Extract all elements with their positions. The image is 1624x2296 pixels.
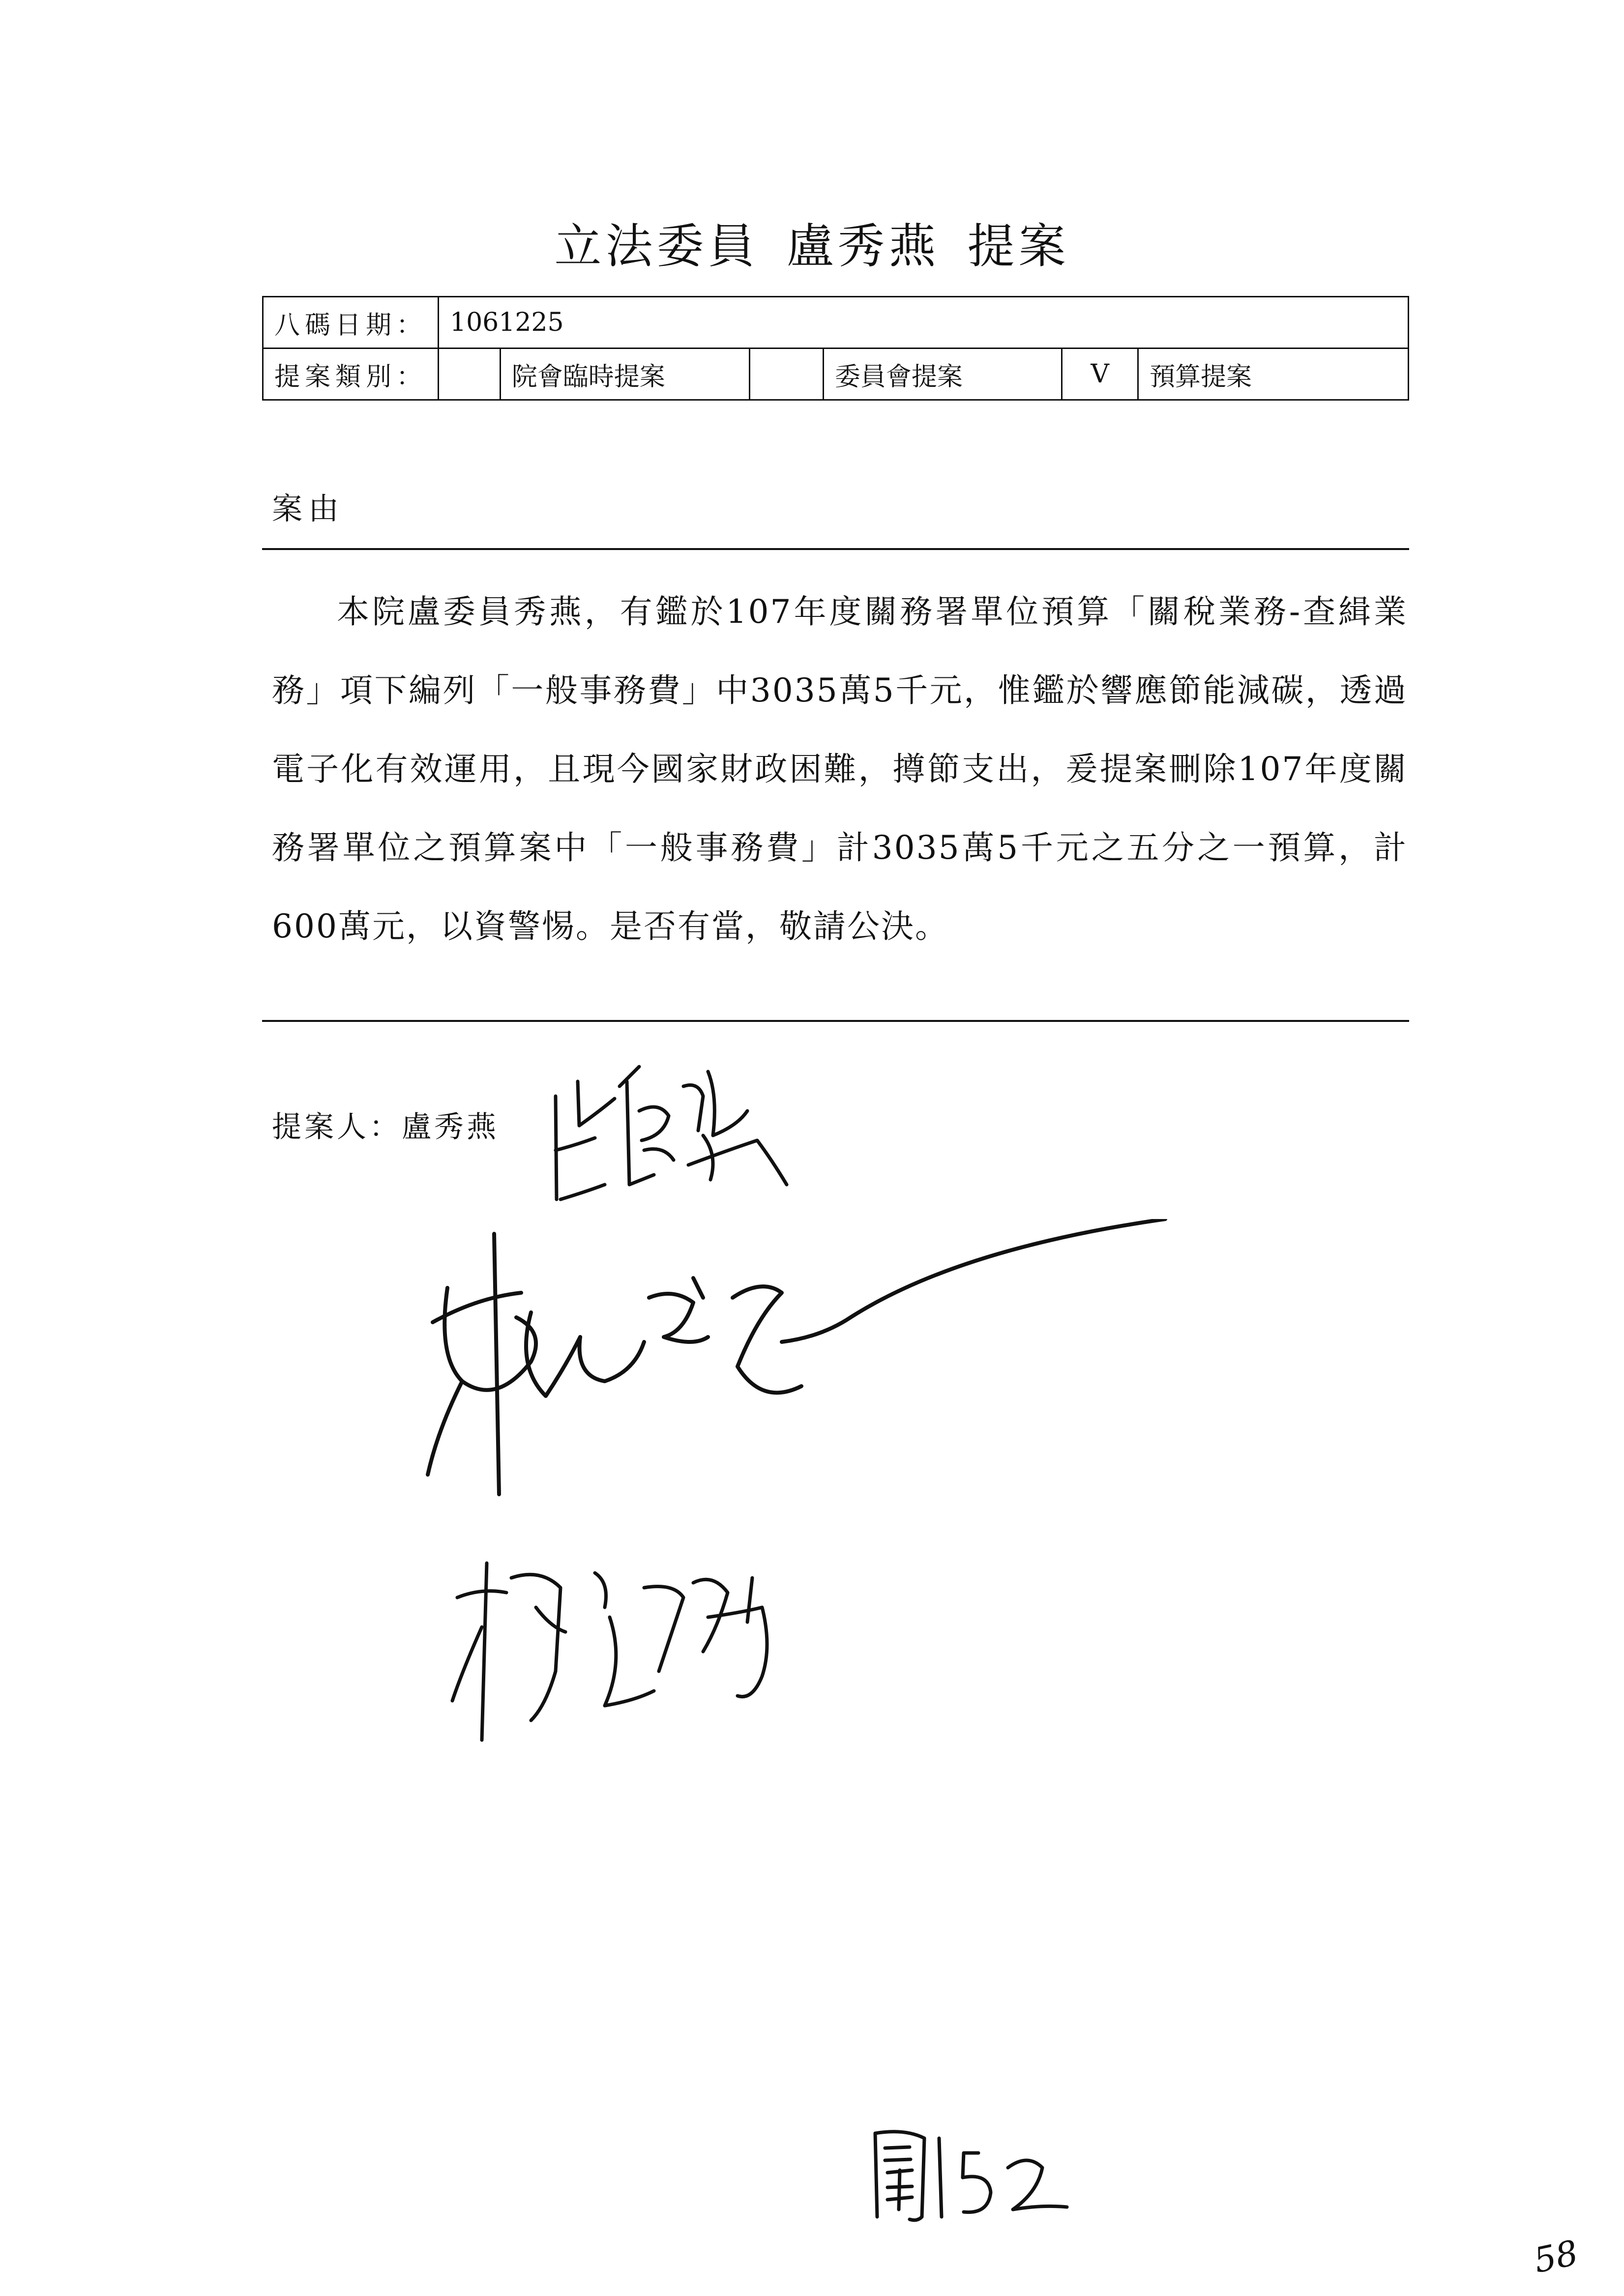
- proposal-body: 本院盧委員秀燕，有鑑於107年度關務署單位預算「關稅業務-查緝業務」項下編列「一般事務費」中3035萬5千元，惟鑑於響應節能減碳，透過電子化有效運用，且現今國家財政困難，撙節支出，爰提案刪除107年度關務署單位之預算案中「一般事務費」計3035萬5千元之五分之一預算，計600萬元，以資警惕。是否有當，敬請公決。: [272, 593, 1408, 945]
- category-row: [263, 349, 1409, 400]
- category-label: 提案類別：: [263, 349, 439, 400]
- signature-lin: [447, 1543, 811, 1750]
- category-mark-3: V: [1062, 349, 1138, 400]
- category-option-3: 預算提案: [1138, 349, 1408, 400]
- proposer-label: 提案人：盧秀燕: [272, 1110, 499, 1144]
- section-heading: 案由: [272, 491, 345, 526]
- date-row: [263, 297, 1409, 349]
- category-option-1: 院會臨時提案: [500, 349, 749, 400]
- date-value: 1061225: [439, 297, 1409, 349]
- category-mark-1: [439, 349, 501, 400]
- signature-lu: [541, 1052, 797, 1214]
- category-mark-2: [750, 349, 824, 400]
- top-rule: [262, 548, 1409, 550]
- bottom-rule: [262, 1020, 1409, 1022]
- handwritten-tag: [865, 2123, 1077, 2227]
- title-name: 盧秀燕: [786, 219, 940, 274]
- signature-fei: [418, 1219, 1180, 1504]
- title-suffix: 提案: [967, 219, 1070, 274]
- page-title: [0, 209, 1624, 276]
- proposal-meta-table: [262, 296, 1409, 401]
- category-option-2: 委員會提案: [823, 349, 1062, 400]
- title-prefix: 立法委員: [554, 219, 759, 274]
- page-number: 58: [1530, 2232, 1582, 2281]
- date-label: 八碼日期：: [263, 297, 439, 349]
